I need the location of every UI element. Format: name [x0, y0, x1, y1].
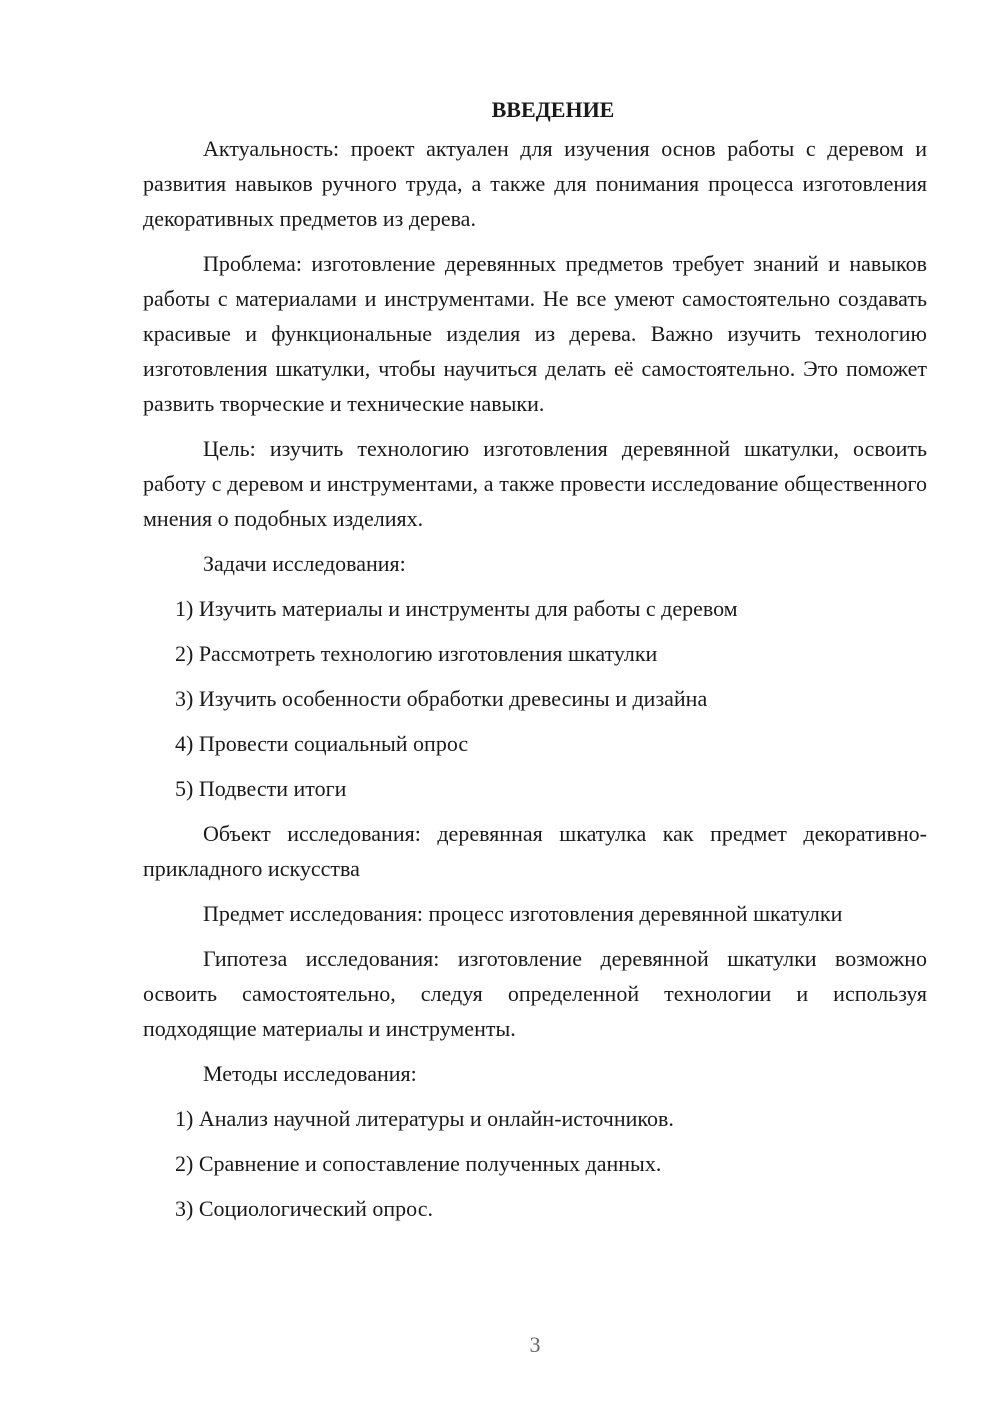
- task-item: 1) Изучить материалы и инструменты для работы с деревом: [175, 596, 738, 621]
- relevance-paragraph: Актуальность: проект актуален для изучения основ работы с деревом и развития навыков ручного труда, а также для понимания процесса изготовления декоративных предметов из дерева.: [143, 136, 927, 231]
- hypothesis-paragraph: Гипотеза исследования: изготовление деревянной шкатулки возможно освоить самостоятельно, следуя определенной технологии и используя подходящие материалы и инструменты.: [143, 946, 927, 1041]
- methods-title: Методы исследования:: [203, 1061, 417, 1086]
- goal-paragraph: Цель: изучить технологию изготовления деревянной шкатулки, освоить работу с деревом и инструментами, а также провести исследование общественного мнения о подобных изделиях.: [143, 436, 927, 531]
- task-item: 5) Подвести итоги: [175, 776, 347, 801]
- problem-paragraph: Проблема: изготовление деревянных предметов требует знаний и навыков работы с материалами и инструментами. Не все умеют самостоятельно создавать красивые и функциональные изделия из дерева. Важно изучить технологию изготовления шкатулки, чтобы научиться делать её самостоятельно. Это поможет развить творческие и технические навыки.: [143, 251, 927, 416]
- document-page: [143, 92, 927, 1226]
- method-item: 2) Сравнение и сопоставление полученных данных.: [175, 1151, 662, 1176]
- section-heading: ВВЕДЕНИЕ: [491, 97, 615, 122]
- object-paragraph: Объект исследования: деревянная шкатулка как предмет декоративно-прикладного искусства: [143, 821, 927, 881]
- task-item: 4) Провести социальный опрос: [175, 731, 469, 756]
- tasks-title: Задачи исследования:: [203, 551, 406, 576]
- task-item: 3) Изучить особенности обработки древесины и дизайна: [175, 686, 708, 711]
- page-number: 3: [529, 1332, 541, 1357]
- task-item: 2) Рассмотреть технологию изготовления шкатулки: [175, 641, 658, 666]
- method-item: 3) Социологический опрос.: [175, 1196, 433, 1221]
- subject-paragraph: Предмет исследования: процесс изготовления деревянной шкатулки: [203, 901, 843, 926]
- method-item: 1) Анализ научной литературы и онлайн-источников.: [175, 1106, 674, 1131]
